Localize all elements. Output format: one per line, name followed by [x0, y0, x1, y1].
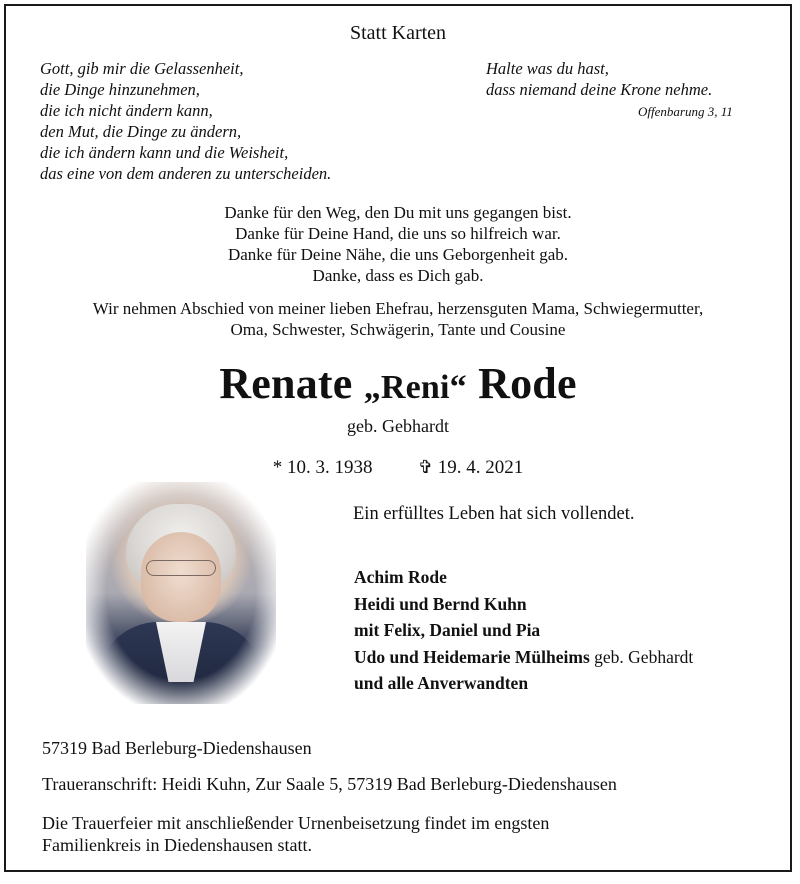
- thanks-line: Danke, dass es Dich gab.: [312, 266, 484, 285]
- poem-right-line: dass niemand deine Krone nehme.: [486, 80, 713, 99]
- farewell-line: Oma, Schwester, Schwägerin, Tante und Cousine: [230, 320, 566, 339]
- life-dates: [6, 457, 790, 479]
- deceased-name: [6, 358, 790, 409]
- family-member: mit Felix, Daniel und Pia: [354, 620, 541, 640]
- poem-left-line: die ich nicht ändern kann,: [40, 101, 213, 120]
- family-member: Achim Rode: [354, 567, 447, 587]
- photo-face: [141, 532, 221, 622]
- nickname: „Reni“: [363, 369, 467, 406]
- thanks-line: Danke für Deine Nähe, die uns Geborgenheit gab.: [227, 245, 569, 264]
- poem-right: [486, 58, 712, 100]
- tagline: Ein erfülltes Leben hat sich vollendet.: [353, 504, 635, 524]
- poem-left: [40, 58, 331, 184]
- photo-glasses: [146, 560, 216, 576]
- family-member-birthname: geb. Gebhardt: [594, 646, 694, 667]
- ceremony-line: Die Trauerfeier mit anschließender Urnenbeisetzung findet im engsten: [42, 813, 550, 833]
- header-title: Statt Karten: [349, 22, 447, 44]
- portrait-photo: [86, 482, 276, 704]
- family-member: Heidi und Bernd Kuhn: [354, 593, 527, 614]
- death-date: 19. 4. 2021: [437, 457, 524, 478]
- poem-left-line: die ich ändern kann und die Weisheit,: [40, 143, 289, 162]
- first-name: Renate: [219, 359, 353, 408]
- thanks-line: Danke für den Weg, den Du mit uns gegangen bist.: [224, 203, 572, 222]
- city-line: 57319 Bad Berleburg-Diedenshausen: [42, 738, 312, 758]
- mourning-address: Traueranschrift: Heidi Kuhn, Zur Saale 5, 57319 Bad Berleburg-Diedenshausen: [42, 774, 617, 794]
- thanks-verse: [6, 202, 790, 286]
- verse-reference: Offenbarung 3, 11: [638, 104, 733, 119]
- family-member: [354, 644, 693, 671]
- farewell-line: Wir nehmen Abschied von meiner lieben Ehefrau, herzensguten Mama, Schwiegermutter,: [92, 299, 704, 318]
- family-member-name: Udo und Heidemarie Mülheims: [354, 646, 590, 667]
- poem-left-line: das eine von dem anderen zu unterscheiden.: [40, 164, 332, 183]
- poem-left-line: die Dinge hinzunehmen,: [40, 80, 200, 99]
- family-member: und alle Anverwandten: [354, 673, 529, 693]
- poem-left-line: Gott, gib mir die Gelassenheit,: [40, 59, 244, 78]
- ceremony-line: Familienkreis in Diedenshausen statt.: [42, 835, 312, 855]
- last-name: Rode: [478, 359, 577, 408]
- poem-right-line: Halte was du hast,: [486, 59, 609, 78]
- obituary-notice: [4, 4, 792, 872]
- birth-name: geb. Gebhardt: [347, 416, 449, 436]
- ceremony-info: [42, 812, 549, 856]
- farewell-text: [6, 298, 790, 340]
- cross-icon: ✞: [417, 457, 434, 477]
- birth-date: * 10. 3. 1938: [272, 457, 373, 478]
- thanks-line: Danke für Deine Hand, die uns so hilfreich war.: [235, 224, 561, 243]
- poem-left-line: den Mut, die Dinge zu ändern,: [40, 122, 242, 141]
- family-list: [354, 564, 693, 697]
